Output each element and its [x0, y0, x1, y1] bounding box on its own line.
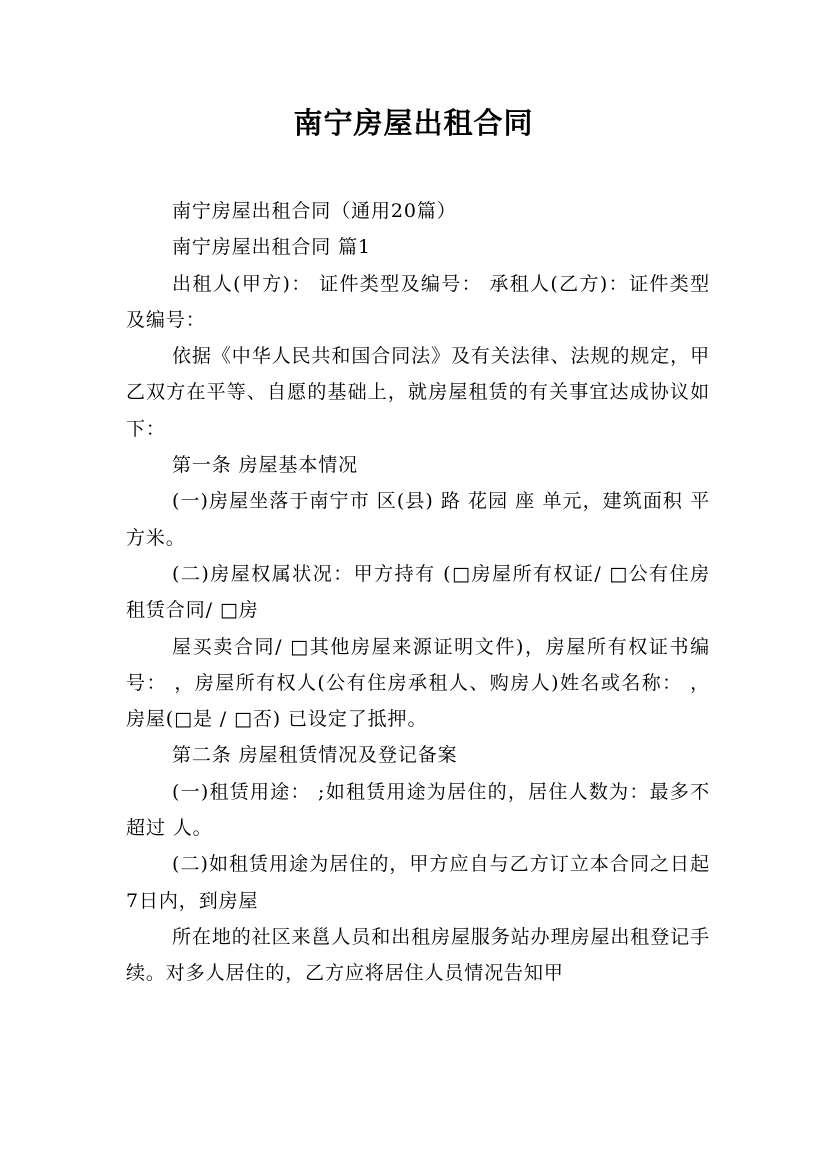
paragraph-article-2-item-1: (一)租赁用途： ;如租赁用途为居住的，居住人数为：最多不超过 人。 [126, 780, 710, 840]
paragraph-article-1-item-2: (二)房屋权属状况：甲方持有 (□房屋所有权证/ □公有住房租赁合同/ □房 [126, 562, 710, 622]
document-body [126, 193, 710, 992]
paragraph-preamble: 依据《中华人民共和国合同法》及有关法律、法规的规定，甲乙双方在平等、自愿的基础上，就房屋租赁的有关事宜达成协议如下： [126, 345, 710, 440]
paragraph-section-heading: 南宁房屋出租合同 篇1 [172, 236, 372, 259]
paragraph-article-1-item-2-cont: 屋买卖合同/ □其他房屋来源证明文件)，房屋所有权证书编号： ，房屋所有权人(公有住房承租人、购房人)姓名或名称： ，房屋(□是 / □否) 已设定了抵押。 [126, 635, 710, 731]
document-title: 南宁房屋出租合同 [293, 106, 534, 140]
paragraph-article-1-heading: 第一条 房屋基本情况 [172, 454, 359, 477]
paragraph-subtitle: 南宁房屋出租合同（通用20篇） [172, 200, 457, 222]
paragraph-article-2-heading: 第二条 房屋租赁情况及登记备案 [172, 744, 458, 767]
paragraph-article-1-item-1: (一)房屋坐落于南宁市 区(县) 路 花园 座 单元，建筑面积 平方米。 [126, 490, 710, 549]
paragraph-parties: 出租人(甲方)： 证件类型及编号： 承租人(乙方)：证件类型及编号： [126, 272, 710, 331]
paragraph-article-2-item-2-cont: 所在地的社区来邕人员和出租房屋服务站办理房屋出租登记手续。对多人居住的，乙方应将居住人员情况告知甲 [126, 925, 710, 985]
paragraph-article-2-item-2: (二)如租赁用途为居住的，甲方应自与乙方订立本合同之日起7日内，到房屋 [126, 853, 710, 912]
